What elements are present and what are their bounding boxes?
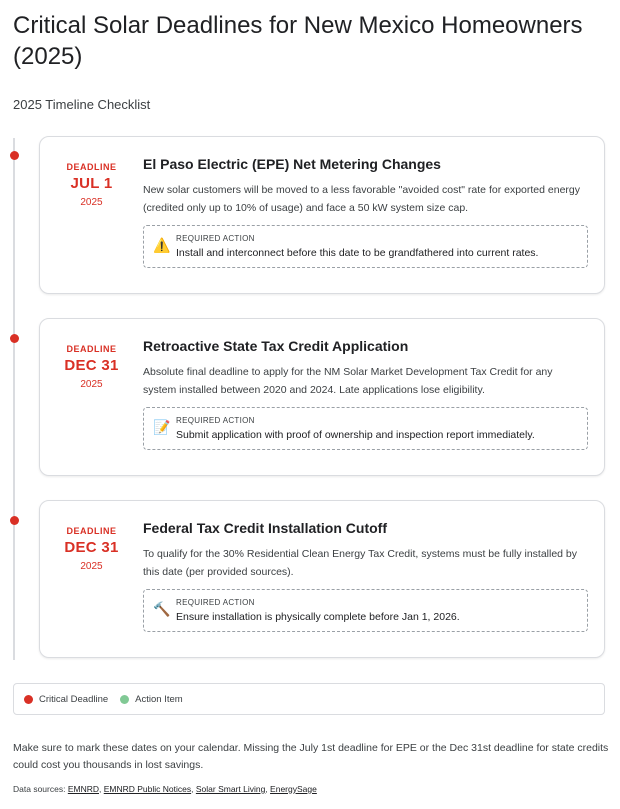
legend-item-critical <box>24 694 108 705</box>
required-action-box <box>143 589 588 632</box>
timeline-dot-2 <box>10 334 19 343</box>
deadline-label: DEADLINE <box>66 162 117 172</box>
deadline-label: DEADLINE <box>66 526 117 536</box>
deadline-date-main: JUL 1 <box>70 175 113 192</box>
deadline-label: DEADLINE <box>66 344 117 354</box>
required-action-box <box>143 407 588 450</box>
deadline-card-state-credit <box>39 318 605 476</box>
timeline-dot-1 <box>10 151 19 160</box>
card-title: Federal Tax Credit Installation Cutoff <box>143 520 387 536</box>
source-link-solar-smart-living[interactable]: Solar Smart Living <box>195 784 266 794</box>
required-action-label: REQUIRED ACTION <box>176 416 255 425</box>
memo-icon: 📝 <box>153 419 171 435</box>
required-action-label: REQUIRED ACTION <box>176 598 255 607</box>
card-description: To qualify for the 30% Residential Clean Energy Tax Credit, systems must be fully installed by this date (per provided sources). <box>143 548 578 578</box>
page-title: Critical Solar Deadlines for New Mexico Homeowners (2025) <box>13 12 583 70</box>
hammer-icon: 🔨 <box>153 601 171 617</box>
deadline-card-federal-credit <box>39 500 605 658</box>
timeline-subtitle: 2025 Timeline Checklist <box>13 97 151 112</box>
legend <box>13 683 605 715</box>
deadline-date <box>40 137 143 208</box>
deadline-year: 2025 <box>80 197 103 208</box>
legend-label-critical: Critical Deadline <box>39 693 109 705</box>
timeline-dot-3 <box>10 516 19 525</box>
source-link-emnrd[interactable]: EMNRD <box>67 784 99 794</box>
required-action-text: Ensure installation is physically complete before Jan 1, 2026. <box>176 611 460 623</box>
timeline-line <box>13 138 15 660</box>
deadline-date-main: DEC 31 <box>64 357 119 374</box>
card-title: El Paso Electric (EPE) Net Metering Changes <box>143 156 441 172</box>
card-description: Absolute final deadline to apply for the NM Solar Market Development Tax Credit for any system installed between 2020 and 2024. Late applications lose eligibility. <box>143 366 553 396</box>
critical-dot-icon <box>24 695 33 704</box>
footer-note: Make sure to mark these dates on your calendar. Missing the July 1st deadline for EPE or the Dec 31st deadline for state credits could cost you thousands in lost savings. <box>13 742 609 771</box>
required-action-box <box>143 225 588 268</box>
legend-item-action <box>120 694 183 705</box>
warning-icon: ⚠️ <box>153 237 171 253</box>
required-action-text: Install and interconnect before this date to be grandfathered into current rates. <box>176 247 539 259</box>
source-link-energysage[interactable]: EnergySage <box>270 784 317 794</box>
data-sources: Data sources: EMNRD, EMNRD Public Notices, Solar Smart Living, EnergySage <box>13 784 317 794</box>
deadline-year: 2025 <box>80 379 103 390</box>
deadline-date <box>40 501 143 572</box>
card-description: New solar customers will be moved to a less favorable "avoided cost" rate for exported energy (credited only up to 10% of usage) and face a 50 kW system size cap. <box>143 184 580 214</box>
legend-label-action: Action Item <box>135 693 183 705</box>
required-action-label: REQUIRED ACTION <box>176 234 255 243</box>
sources-prefix: Data sources: <box>13 784 66 794</box>
card-title: Retroactive State Tax Credit Application <box>143 338 409 354</box>
deadline-date <box>40 319 143 390</box>
action-dot-icon <box>120 695 129 704</box>
required-action-text: Submit application with proof of ownership and inspection report immediately. <box>176 429 535 441</box>
deadline-date-main: DEC 31 <box>64 539 119 556</box>
source-link-emnrd-public-notices[interactable]: EMNRD Public Notices <box>103 784 192 794</box>
deadline-card-epe <box>39 136 605 294</box>
deadline-year: 2025 <box>80 561 103 572</box>
